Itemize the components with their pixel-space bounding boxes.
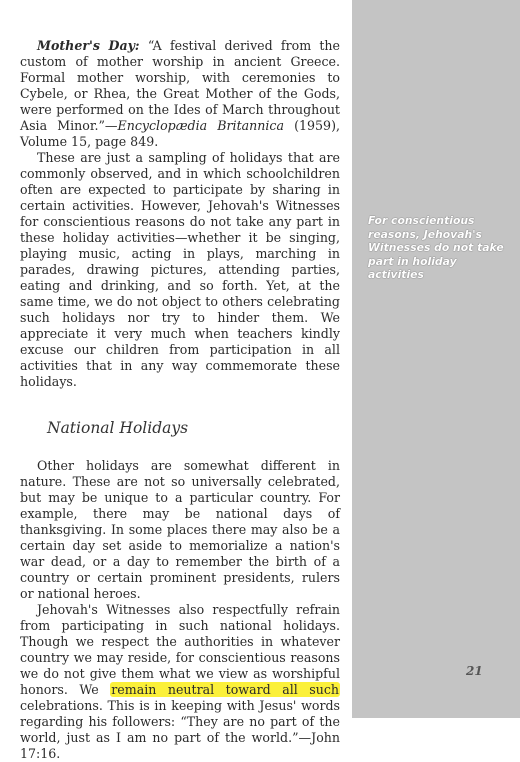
sampling-paragraph: These are just a sampling of holidays that are commonly observed, and in which schoolchildren often are expected to participate by sharing in certain activities. However, Jehovah's Witnesses for conscientious reasons do not take any part in these holiday activities—whether it be singing, playing music, acting in plays, marching in parades, drawing pictures, attending parties, eating and drinking, and so forth. Yet, at the same time, we do not object to others celebrating such holidays nor try to hinder them. We appreciate it very much when teachers kindly excuse our children from participation in all activities that in any way commemorate these holidays.	[20, 150, 340, 389]
sidebar-note: For conscientious reasons, Jehovah's Witnesses do not take part in holiday activities	[368, 214, 504, 281]
paragraph-2-text-after: celebrations. This is in keeping with Jesus' words regarding his followers: “They are no part of the world, just as I am no part of the world.”—John 17:16.	[20, 698, 340, 761]
main-text-column	[20, 38, 340, 762]
mothers-day-term: Mother's Day:	[37, 38, 140, 53]
section-heading-national-holidays: National Holidays	[47, 419, 189, 437]
paragraph-2-text-before: Jehovah's Witnesses also respectfully refrain from participating in such national holidays. Though we respect the authorities in whatever country we may reside, for conscientious reasons we do not give them what we view as worshipful honors. We	[20, 602, 340, 697]
source-title: Encyclopædia Britannica	[117, 118, 284, 133]
mothers-day-quote: “A festival derived from the custom of mother worship in ancient Greece. Formal mother worship, with ceremonies to Cybele, or Rhea, the Great Mother of the Gods, were performed on the Ides of March throughout Asia Minor.”—	[20, 38, 341, 133]
highlighted-text: remain neutral toward all such	[111, 682, 340, 697]
national-holidays-paragraph-1: Other holidays are somewhat different in nature. These are not so universally celebrated, but may be unique to a particular country. For example, there may be national days of thanksgiving. In some places there may also be a certain day set aside to memorialize a nation's war dead, or a day to remember the birth of a country or certain prominent presidents, rulers or national heroes.	[20, 458, 340, 601]
source-details: (1959), Volume 15, page 849.	[20, 118, 340, 149]
sidebar-margin	[352, 0, 520, 718]
page-number: 21	[466, 664, 483, 678]
national-holidays-paragraph-2	[20, 602, 340, 762]
mothers-day-paragraph	[20, 38, 340, 150]
